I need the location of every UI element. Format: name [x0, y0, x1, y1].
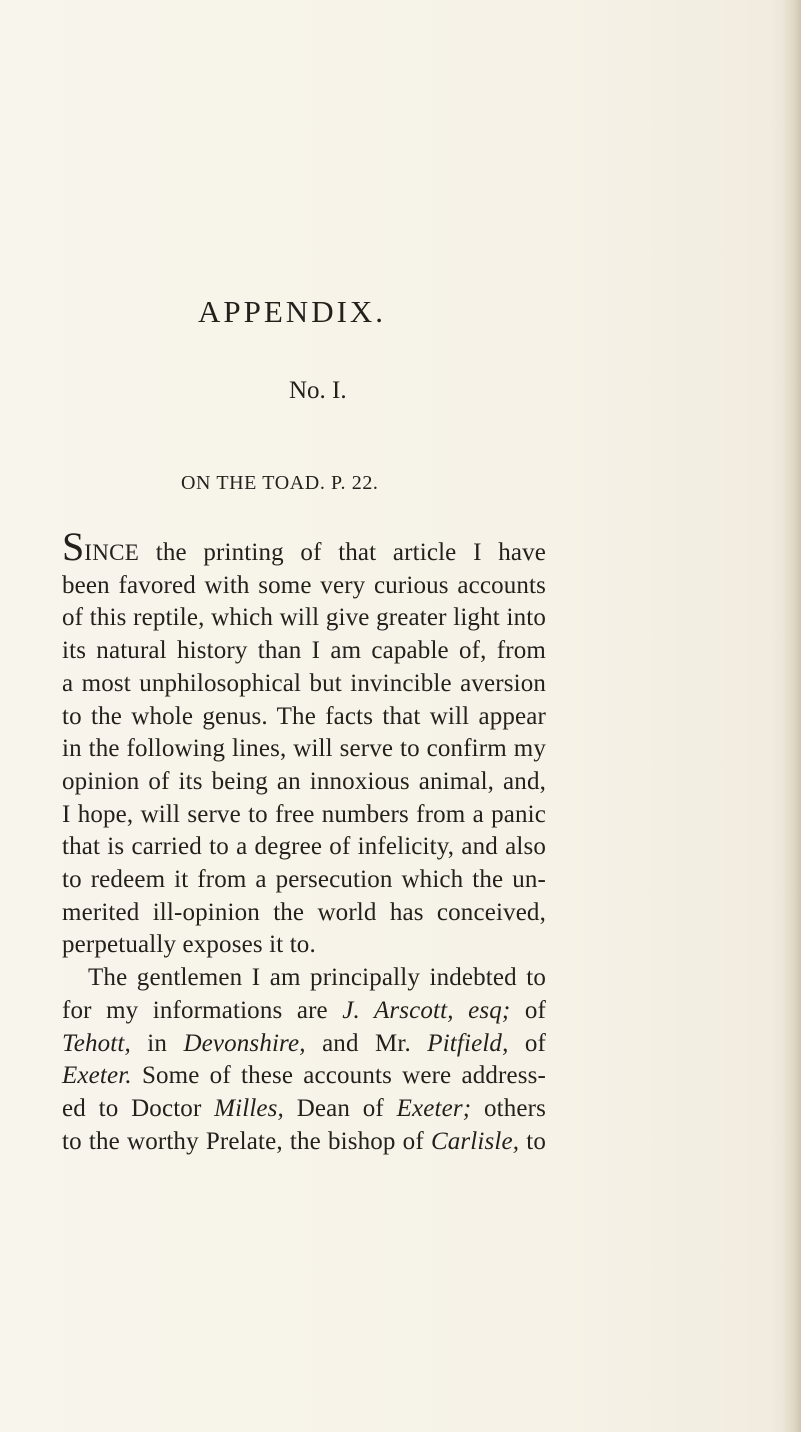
paragraph-start-line: The gentlemen I am principally indebted to	[88, 964, 546, 992]
text-line	[62, 1060, 546, 1093]
line-text: ed to Doctor	[62, 1094, 215, 1122]
page-edge-shadow	[783, 0, 801, 1432]
body-text	[62, 524, 547, 1158]
italic-place: Exeter.	[62, 1062, 132, 1090]
line-text	[454, 997, 468, 1024]
section-subheading: ON THE TOAD. P. 22.	[181, 472, 379, 494]
lead-word: INCE	[84, 540, 140, 565]
text-line: I hope, will serve to free numbers from a panic	[62, 800, 546, 828]
section-number: No. I.	[289, 377, 347, 404]
text-line: merited ill-opinion the world has conceived,	[62, 898, 546, 926]
text-line: opinion of its being an innoxious animal, and,	[62, 767, 546, 795]
line-text: Some of these accounts were address-	[131, 1062, 546, 1090]
text-line: of this reptile, which will give greater light into	[62, 604, 546, 632]
italic-name: Pitfield,	[427, 1029, 509, 1057]
line-text: of	[510, 996, 546, 1024]
line-text: and Mr.	[305, 1029, 428, 1057]
paragraph-end-line: perpetually exposes it to.	[62, 931, 316, 959]
line-text: the printing of that article I have	[155, 539, 546, 566]
text-line: in the following lines, will serve to confirm my	[62, 735, 546, 763]
italic-name: Milles,	[214, 1094, 284, 1122]
line-text: to the worthy Prelate, the bishop of	[62, 1127, 431, 1155]
italic-place: Devonshire,	[183, 1029, 306, 1057]
line-text: others	[471, 1094, 546, 1122]
italic-place: Carlisle,	[430, 1127, 520, 1155]
appendix-heading: APPENDIX.	[198, 294, 387, 329]
text-line: a most unphilosophical but invincible aversion	[62, 669, 546, 697]
text-line: that is carried to a degree of infelicity, and also	[62, 833, 546, 861]
text-line: to the whole genus. The facts that will appear	[62, 702, 546, 730]
line-text: in	[130, 1029, 184, 1057]
italic-title: esq;	[468, 996, 511, 1024]
line-text: to	[519, 1127, 546, 1155]
text-line	[62, 995, 546, 1028]
text-line	[62, 1028, 546, 1061]
text-line	[62, 524, 546, 570]
line-text: of	[508, 1029, 547, 1057]
text-line	[62, 1126, 546, 1159]
italic-name: J. Arscott,	[342, 996, 454, 1024]
line-text: Dean of	[283, 1094, 397, 1122]
italic-place: Tehott,	[62, 1029, 131, 1057]
text-line	[62, 1093, 546, 1126]
line-text: for my informations are	[62, 996, 343, 1024]
text-line: been favored with some very curious accounts	[62, 571, 546, 599]
text-line: its natural history than I am capable of, from	[62, 637, 546, 665]
text-line: to redeem it from a persecution which the un-	[62, 866, 546, 894]
italic-place: Exeter;	[396, 1094, 472, 1122]
drop-capital: S	[62, 524, 85, 569]
